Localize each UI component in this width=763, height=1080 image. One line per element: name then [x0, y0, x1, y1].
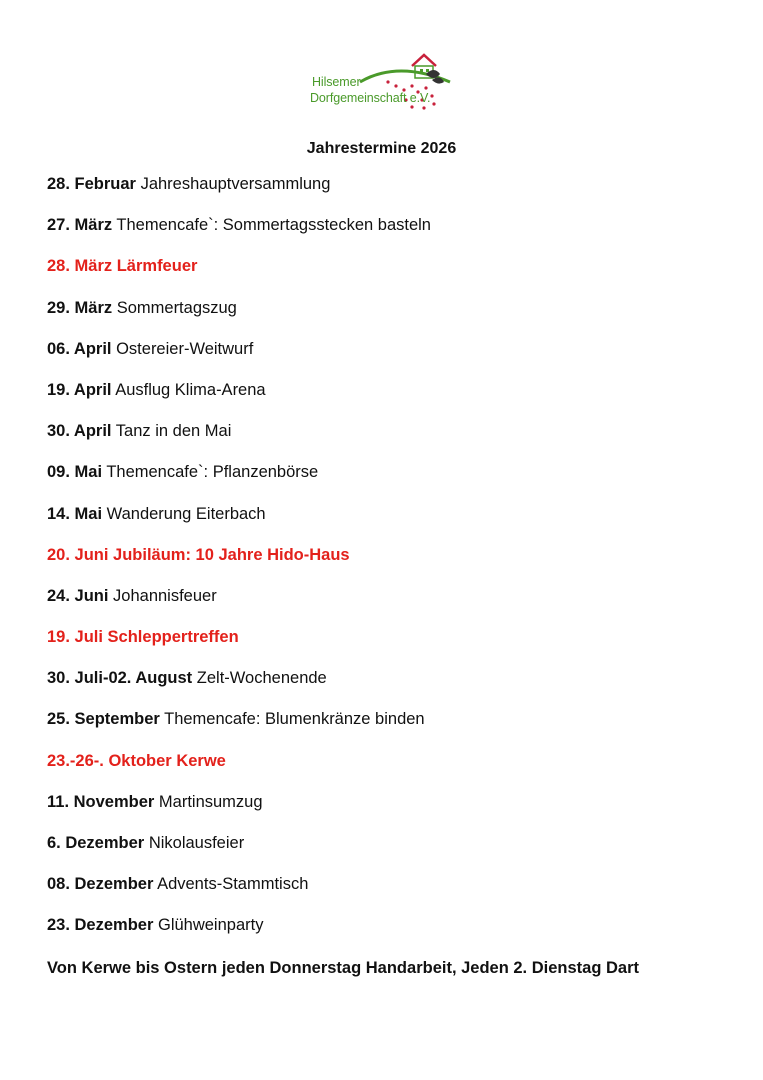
logo-text-line2: Dorfgemeinschaft e.V. [310, 91, 431, 105]
event-item [47, 215, 431, 256]
event-date: 30. Juli-02. August [47, 669, 193, 688]
logo [308, 52, 458, 112]
event-date: 24. Juni [47, 586, 109, 605]
event-item [47, 668, 431, 709]
event-date: 11. November [47, 792, 155, 811]
event-date: 29. März [47, 298, 113, 317]
event-date: 06. April [47, 339, 112, 358]
event-item [47, 915, 431, 956]
event-item [47, 504, 431, 545]
page-title: Jahrestermine 2026 [306, 140, 457, 157]
event-item [47, 792, 431, 833]
event-title: Jubiläum: 10 Jahre Hido-Haus [113, 545, 350, 564]
event-list [47, 174, 431, 957]
logo-text-line1: Hilsemer [312, 75, 361, 89]
event-title: Wanderung Eiterbach [106, 504, 266, 523]
event-date: 08. Dezember [47, 875, 154, 894]
event-date: 23. Dezember [47, 916, 154, 935]
event-item [47, 256, 431, 297]
event-title: Themencafe: Blumenkränze binden [164, 710, 425, 729]
event-title: Jahreshauptversammlung [140, 175, 331, 193]
logo-house-roof [412, 55, 436, 66]
event-item [47, 462, 431, 503]
event-item [47, 833, 431, 874]
event-title: Nikolausfeier [148, 834, 245, 852]
event-date: 19. Juli [47, 628, 103, 647]
event-item [47, 545, 431, 586]
event-item [47, 627, 431, 668]
event-date: 6. Dezember [47, 834, 145, 852]
event-item [47, 421, 431, 462]
event-item [47, 874, 431, 915]
event-title: Tanz in den Mai [115, 422, 232, 441]
event-date: 25. September [47, 710, 160, 729]
event-date: 14. Mai [47, 504, 103, 523]
event-item [47, 709, 431, 750]
event-title: Ostereier-Weitwurf [116, 339, 254, 358]
event-item [47, 339, 431, 380]
event-item [47, 174, 431, 215]
event-title: Zelt-Wochenende [196, 669, 327, 688]
event-title: Advents-Stammtisch [157, 875, 309, 894]
event-item [47, 380, 431, 421]
event-title: Sommertagszug [116, 298, 237, 317]
event-date: 30. April [47, 422, 112, 441]
event-item [47, 751, 431, 792]
footer-note: Von Kerwe bis Ostern jeden Donnerstag Handarbeit, Jeden 2. Dienstag Dart [47, 959, 640, 977]
event-title: Themencafe`: Pflanzenbörse [106, 463, 319, 482]
event-date: 09. Mai [47, 463, 103, 482]
event-title: Themencafe`: Sommertagsstecken basteln [116, 216, 431, 235]
event-date: 28. März [47, 257, 113, 276]
event-title: Lärmfeuer [116, 257, 198, 276]
event-title: Ausflug Klima-Arena [115, 380, 266, 399]
event-title: Kerwe [176, 751, 226, 770]
event-date: 20. Juni [47, 545, 109, 564]
event-date: 28. Februar [47, 175, 136, 193]
event-date: 27. März [47, 216, 113, 235]
event-item [47, 586, 431, 627]
event-title: Glühweinparty [157, 916, 264, 935]
event-date: 19. April [47, 380, 112, 399]
event-title: Johannisfeuer [113, 586, 217, 605]
event-item [47, 298, 431, 339]
event-title: Schleppertreffen [107, 628, 239, 647]
event-title: Martinsumzug [158, 792, 263, 811]
event-date: 23.-26-. Oktober [47, 751, 172, 770]
